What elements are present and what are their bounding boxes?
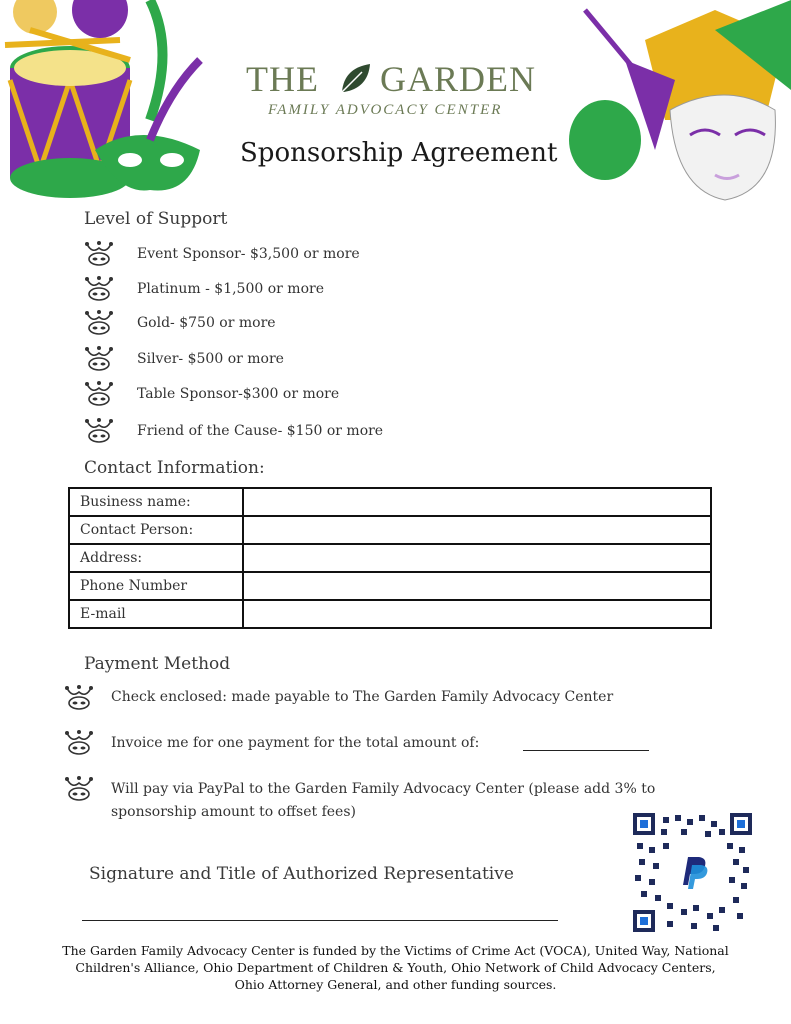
jester-icon xyxy=(84,240,114,268)
logo-garden: GARDEN xyxy=(380,59,536,99)
level-of-support-heading: Level of Support xyxy=(84,209,228,229)
footer-line-1: The Garden Family Advocacy Center is funded by the Victims of Crime Act (VOCA), United Way, National xyxy=(62,943,729,958)
support-level-item xyxy=(84,275,484,305)
payment-option-check[interactable] xyxy=(64,684,744,714)
payment-paypal-text-cont: sponsorship amount to offset fees) xyxy=(111,804,356,820)
footer-line-3: Ohio Attorney General, and other funding sources. xyxy=(234,977,557,992)
phone-number-field[interactable] xyxy=(243,572,711,600)
logo-subtitle: FAMILY ADVOCACY CENTER xyxy=(268,102,503,118)
paypal-icon xyxy=(671,851,714,894)
table-row xyxy=(69,572,711,600)
leaf-icon xyxy=(336,58,376,98)
qr-code-icon[interactable] xyxy=(633,813,752,932)
table-row xyxy=(69,544,711,572)
signature-line[interactable] xyxy=(82,920,558,921)
payment-option-invoice[interactable] xyxy=(64,729,744,759)
invoice-amount-line[interactable] xyxy=(523,750,649,751)
email-label: E-mail xyxy=(69,600,243,628)
table-row xyxy=(69,516,711,544)
footer-line-2: Children's Alliance, Ohio Department of Children & Youth, Ohio Network of Child Advocacy Centers, xyxy=(75,960,716,975)
contact-person-field[interactable] xyxy=(243,516,711,544)
support-level-item xyxy=(84,240,484,270)
support-level-silver: Silver- $500 or more xyxy=(137,351,284,367)
support-level-table: Table Sponsor-$300 or more xyxy=(137,386,340,402)
business-name-label: Business name: xyxy=(69,488,243,516)
contact-information-heading: Contact Information: xyxy=(84,458,265,478)
logo-the: THE xyxy=(246,59,319,99)
mardi-gras-left-decoration xyxy=(0,0,230,205)
jester-icon xyxy=(64,684,94,712)
jester-icon xyxy=(84,309,114,337)
support-level-event: Event Sponsor- $3,500 or more xyxy=(137,246,360,262)
jester-icon xyxy=(84,345,114,373)
signature-heading: Signature and Title of Authorized Representative xyxy=(89,864,514,884)
support-level-friend: Friend of the Cause- $150 or more xyxy=(137,423,384,439)
payment-method-heading: Payment Method xyxy=(84,654,231,674)
balloon-icon xyxy=(569,100,641,180)
email-field[interactable] xyxy=(243,600,711,628)
phone-number-label: Phone Number xyxy=(69,572,243,600)
business-name-field[interactable] xyxy=(243,488,711,516)
support-level-platinum: Platinum - $1,500 or more xyxy=(137,281,324,297)
support-level-item xyxy=(84,309,484,339)
jester-icon xyxy=(84,275,114,303)
address-field[interactable] xyxy=(243,544,711,572)
funding-footer xyxy=(30,942,761,993)
support-level-item xyxy=(84,417,484,447)
jester-icon xyxy=(84,417,114,445)
support-level-gold: Gold- $750 or more xyxy=(137,315,276,331)
support-level-item xyxy=(84,380,484,410)
document-title: Sponsorship Agreement xyxy=(240,138,558,168)
table-row xyxy=(69,600,711,628)
payment-check-text: Check enclosed: made payable to The Garden Family Advocacy Center xyxy=(111,689,614,705)
jester-icon xyxy=(625,0,791,200)
jester-icon xyxy=(64,729,94,757)
support-level-item xyxy=(84,345,484,375)
contact-person-label: Contact Person: xyxy=(69,516,243,544)
jester-icon xyxy=(84,380,114,408)
jester-icon xyxy=(64,775,94,803)
mardi-gras-right-decoration xyxy=(565,0,791,205)
payment-paypal-text: Will pay via PayPal to the Garden Family Advocacy Center (please add 3% to xyxy=(111,781,656,797)
table-row xyxy=(69,488,711,516)
payment-invoice-text: Invoice me for one payment for the total amount of: xyxy=(111,735,480,751)
address-label: Address: xyxy=(69,544,243,572)
contact-table xyxy=(68,487,712,629)
